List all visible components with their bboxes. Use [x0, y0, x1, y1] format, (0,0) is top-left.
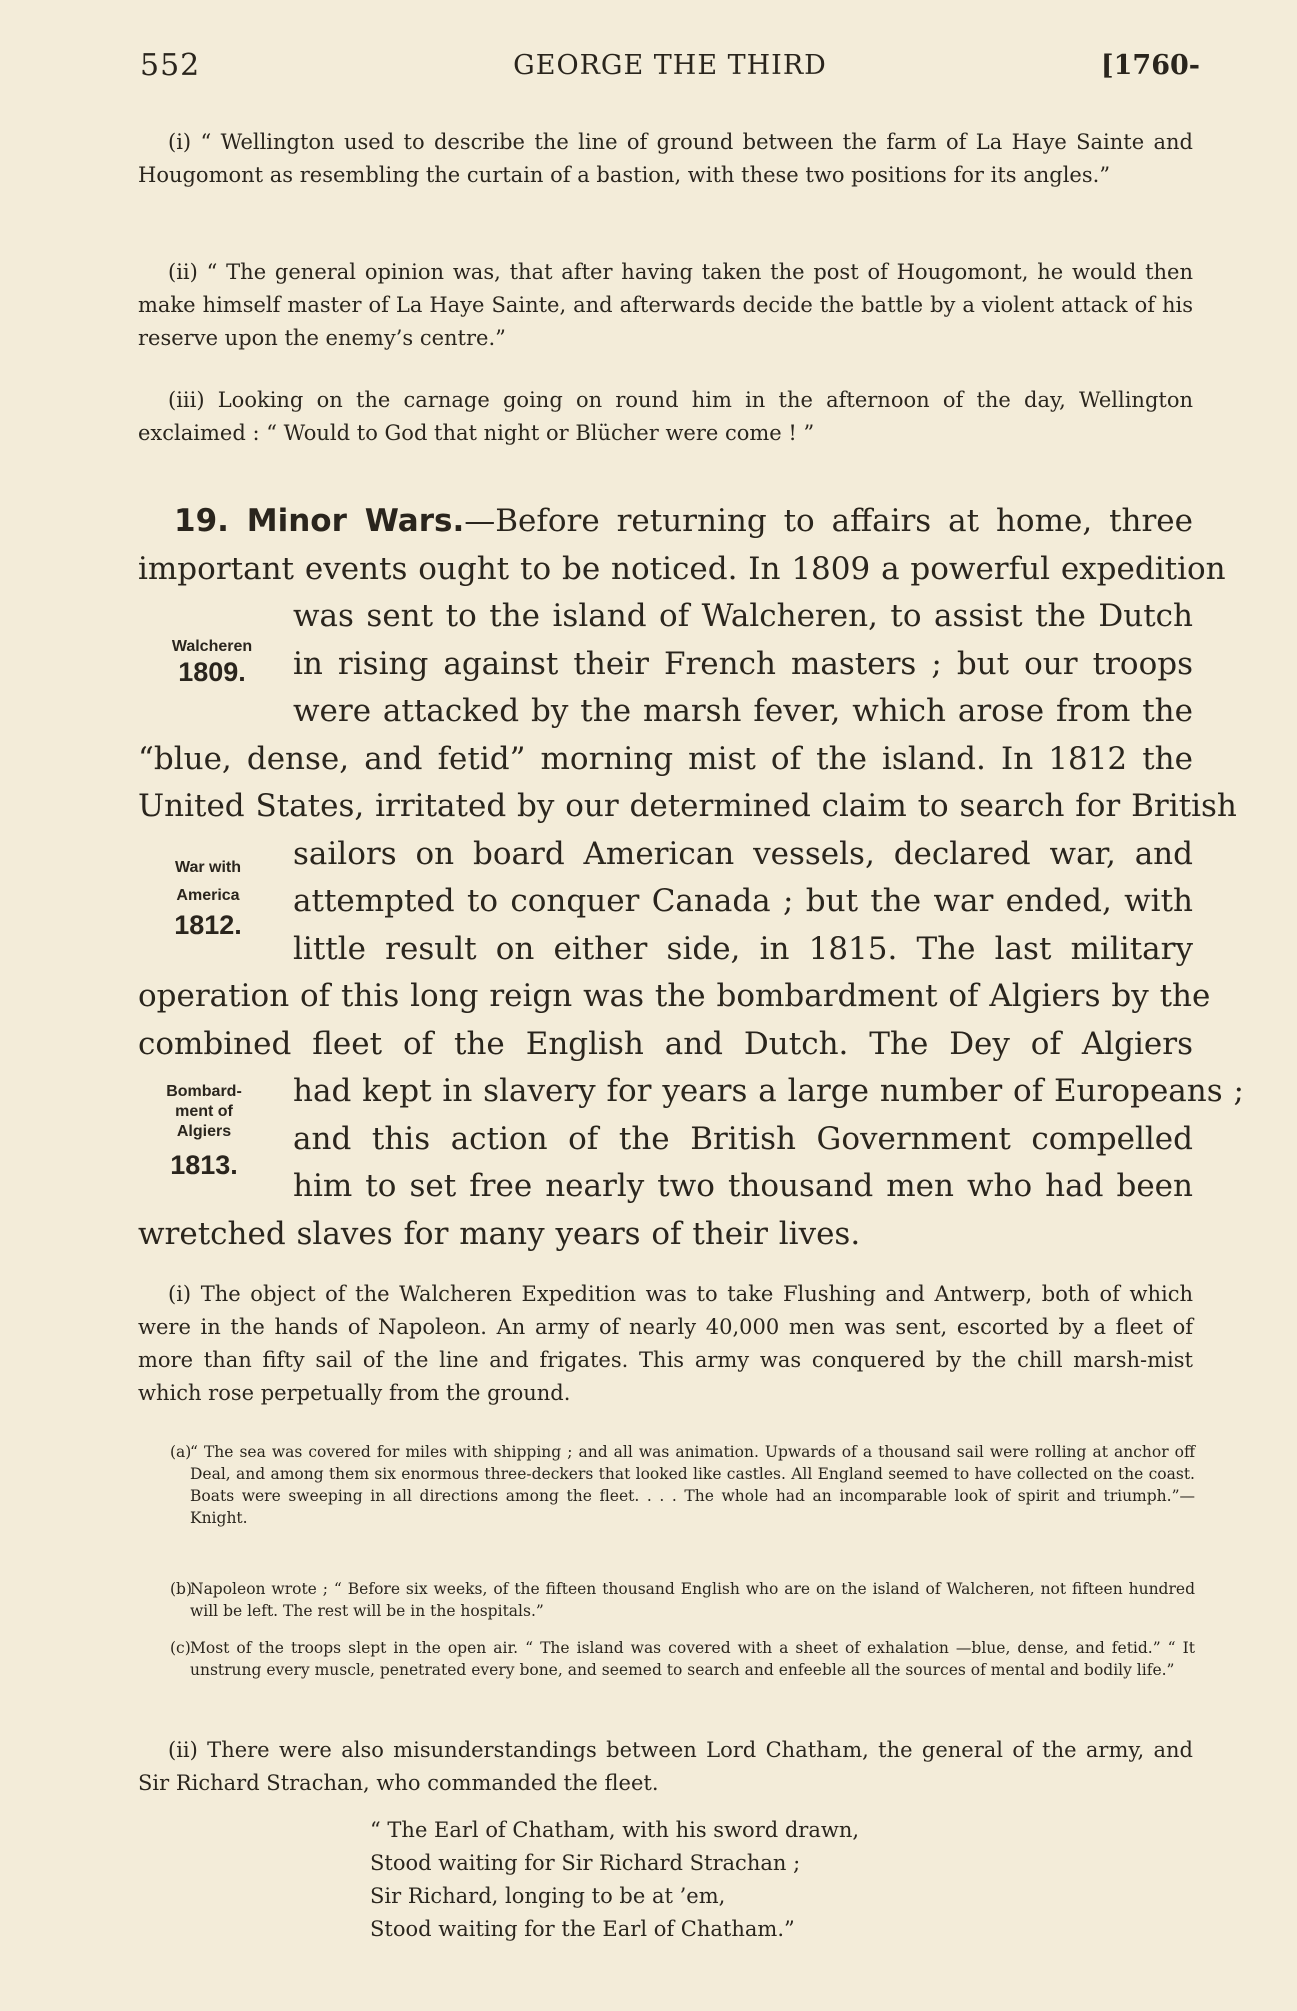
text-line: was sent to the island of Walcheren, to assist the Dutch: [293, 598, 1193, 634]
text-line: combined fleet of the English and Dutch. The Dey of Algiers: [138, 1025, 1193, 1062]
verse-line: “ The Earl of Chatham, with his sword drawn,: [370, 1818, 860, 1842]
bottom-note-ii: (ii) There were also misunderstandings between Lord Chatham, the general of the army, and Sir Richard Strachan, who commanded the fleet.: [138, 1738, 1193, 1795]
verse-quote: [370, 1814, 859, 1946]
text-line: operation of this long reign was the bombardment of Algiers by the: [138, 978, 1211, 1014]
margin-note-algiers: Bombard- ment of Algiers 1813.: [166, 1083, 242, 1180]
verse-line: Stood waiting for the Earl of Chatham.”: [370, 1917, 795, 1941]
text-line: United States, irritated by our determined claim to search for British: [138, 788, 1237, 824]
text-line: and this action of the British Government compelled: [293, 1120, 1193, 1157]
top-note-ii: (ii) “ The general opinion was, that after having taken the post of Hougomont, he would then make himself master of La Haye Sainte, and afterwards decide the battle by a violent attack of his reserve upon the enemy’s centre.”: [138, 260, 1193, 350]
text-line: 19. Minor Wars.—Before returning to affairs at home, three: [174, 503, 1194, 539]
subnote-c: (c) Most of the troops slept in the open air. “ The island was covered with a sheet of exhalation —blue, dense, and fetid.” “ It unstrung every muscle, penetrated every bone, and seemed to search and enfeeble all the sources of mental and bodily life.”: [170, 1639, 1195, 1679]
text-line: had kept in slavery for years a large number of Europeans ;: [293, 1073, 1244, 1109]
margin-note-walcheren: Walcheren 1809.: [171, 638, 253, 687]
text-line: attempted to conquer Canada ; but the war ended, with: [293, 883, 1193, 919]
verse-line: Sir Richard, longing to be at ’em,: [370, 1884, 726, 1908]
main-paragraph: [138, 498, 1244, 1258]
bottom-note-i: (i) The object of the Walcheren Expedition was to take Flushing and Antwerp, both of which were in the hands of Napoleon. An army of nearly 40,000 men was sent, escorted by a fleet of more than fifty sail of the line and frigates. This army was conquered by the chill marsh-mist which rose perpetually from the ground.: [138, 1282, 1193, 1405]
running-title: GEORGE THE THIRD: [513, 50, 827, 81]
text-line: “blue, dense, and fetid” morning mist of the island. In 1812 the: [138, 740, 1193, 777]
top-note-i: (i) “ Wellington used to describe the line of ground between the farm of La Haye Sainte and Hougomont as resembling the curtain of a bastion, with these two positions for its angles.”: [138, 130, 1193, 187]
text-line: in rising against their French masters ; but our troops: [293, 645, 1193, 682]
text-line: wretched slaves for many years of their lives.: [138, 1215, 861, 1252]
top-note-iii: (iii) Looking on the carnage going on round him in the afternoon of the day, Wellington exclaimed : “ Would to God that night or Blücher were come ! ”: [138, 388, 1193, 445]
text-line: were attacked by the marsh fever, which arose from the: [293, 693, 1193, 729]
text-line: him to set free nearly two thousand men who had been: [293, 1168, 1193, 1204]
verse-line: Stood waiting for Sir Richard Strachan ;: [370, 1851, 801, 1875]
margin-note-america: War with America 1812.: [174, 859, 242, 940]
subnote-b: (b) Napoleon wrote ; “ Before six weeks, of the fifteen thousand English who are on the island of Walcheren, not fifteen hundred will be left. The rest will be in the hospitals.”: [170, 1580, 1195, 1620]
section-heading: 19. Minor Wars.: [174, 503, 465, 539]
subnote-a: (a) “ The sea was covered for miles with shipping ; and all was animation. Upwards of a thousand sail were rolling at anchor off Deal, and among them six enormous three-deckers that looked like castles. All England seemed to have collected on the coast. Boats were sweeping in all directions among the fleet. . . . The whole had an incomparable look of spirit and triumph.”—Knight.: [170, 1443, 1195, 1527]
text-line: important events ought to be noticed. In 1809 a powerful expedition: [138, 550, 1226, 587]
page-number: 552: [140, 48, 201, 83]
year-range: [1760-: [1100, 50, 1200, 81]
page-header: [140, 48, 1200, 88]
text-line: sailors on board American vessels, declared war, and: [293, 835, 1193, 872]
text-line: little result on either side, in 1815. The last military: [293, 930, 1193, 967]
